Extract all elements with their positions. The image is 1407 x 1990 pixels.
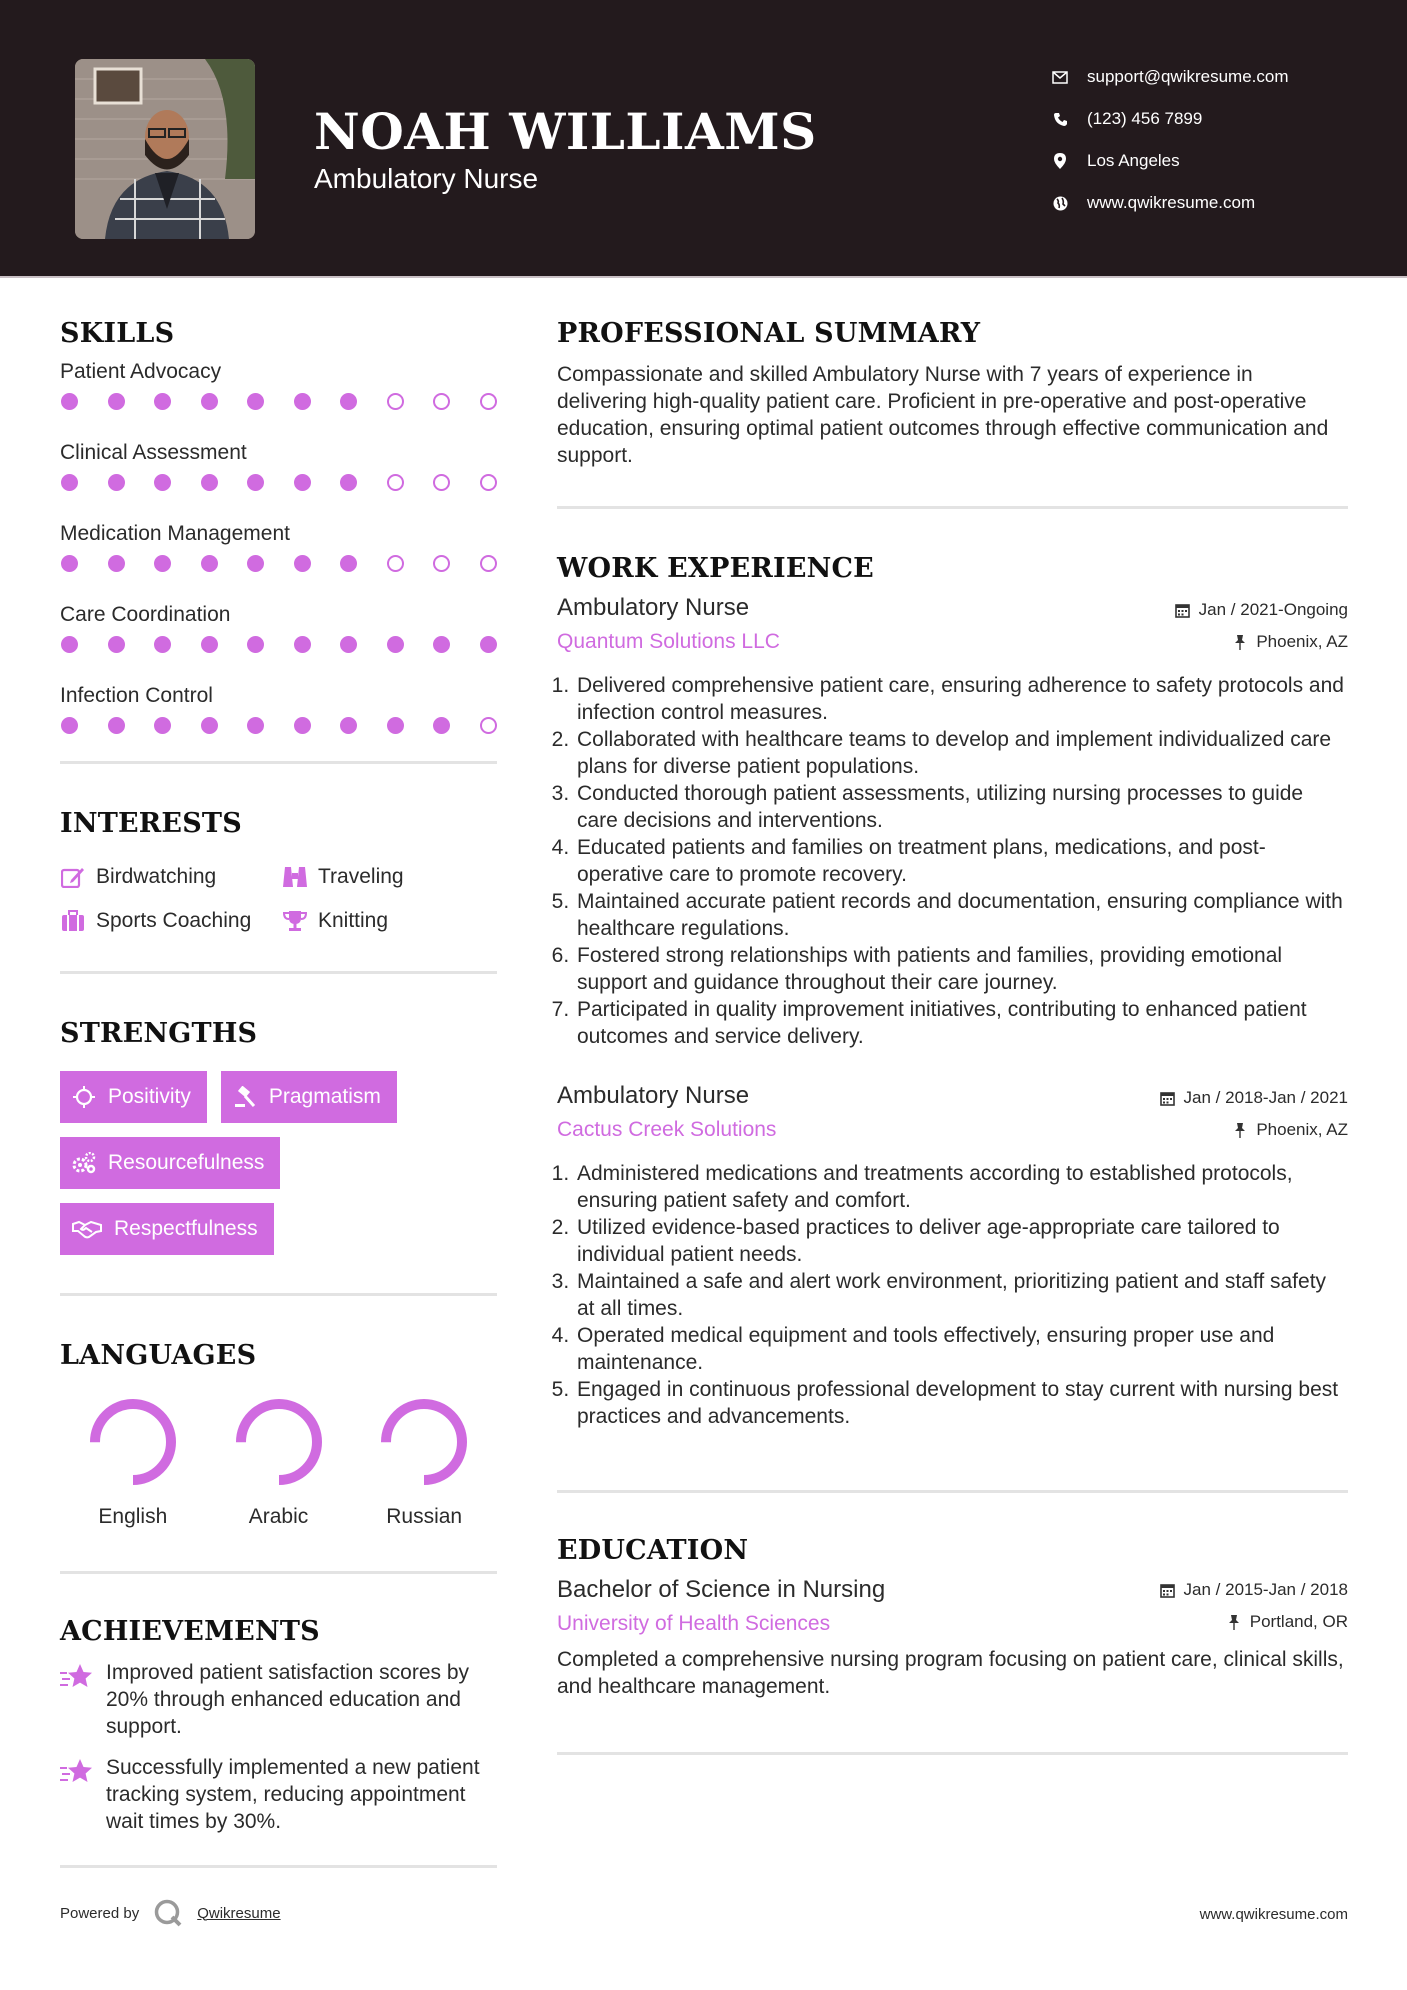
education-heading: EDUCATION: [557, 1535, 749, 1566]
sun-icon: [72, 1085, 96, 1109]
job-entry: [557, 1082, 1348, 1430]
skill-name: Clinical Assessment: [60, 441, 247, 464]
section-divider: [557, 506, 1348, 509]
powered-by-text: Powered by: [60, 1904, 140, 1922]
languages-heading: LANGUAGES: [60, 1340, 257, 1371]
languages-list: [60, 1397, 497, 1529]
achievements-heading: ACHIEVEMENTS: [60, 1616, 320, 1647]
email-text: support@qwikresume.com: [1087, 67, 1289, 86]
right-column: [557, 318, 1348, 1755]
section-divider: [60, 1293, 497, 1296]
pushpin-icon: [1226, 1614, 1242, 1630]
skill-item: [60, 600, 497, 673]
interest-item: [282, 855, 404, 899]
pushpin-icon: [1232, 634, 1248, 650]
calendar-icon: [1175, 602, 1191, 618]
strength-tag: [221, 1071, 397, 1123]
skill-rating: [60, 468, 497, 511]
rating-dot-empty: [480, 717, 497, 734]
rating-dot-filled: [154, 636, 171, 653]
education-entry: [557, 1576, 1348, 1700]
footer-branding: [60, 1898, 281, 1928]
contact-phone[interactable]: [1050, 98, 1289, 140]
language-level-ring: [234, 1397, 324, 1487]
location-text: Portland, OR: [1249, 1612, 1348, 1631]
rating-dot-filled: [154, 555, 171, 572]
gavel-icon: [233, 1085, 257, 1109]
location-text: Phoenix, AZ: [1256, 632, 1348, 651]
qwikresume-logo-icon: [153, 1898, 183, 1928]
skill-name: Patient Advocacy: [60, 360, 222, 383]
experience-heading: WORK EXPERIENCE: [557, 553, 874, 584]
job-dates: [1160, 1088, 1348, 1108]
degree-title: Bachelor of Science in Nursing: [557, 1576, 886, 1603]
calendar-icon: [1160, 1090, 1176, 1106]
footer-website[interactable]: www.qwikresume.com: [1199, 1906, 1348, 1923]
job-location: [1232, 632, 1348, 652]
rating-dot-filled: [61, 555, 78, 572]
website-text: www.qwikresume.com: [1087, 193, 1256, 212]
interest-item: [60, 899, 274, 943]
rating-dot-empty: [480, 555, 497, 572]
achievement-item: [60, 1659, 497, 1740]
qwikresume-link[interactable]: Qwikresume: [197, 1904, 281, 1922]
rating-dot-filled: [247, 393, 264, 410]
rating-dot-empty: [387, 555, 404, 572]
strength-tag: [60, 1071, 207, 1123]
rating-dot-empty: [433, 474, 450, 491]
strength-label: Pragmatism: [268, 1085, 381, 1108]
interests-list: [60, 855, 497, 943]
location-text: Phoenix, AZ: [1256, 1120, 1348, 1139]
envelope-icon: [1050, 67, 1070, 87]
strength-label: Positivity: [108, 1085, 191, 1108]
rating-dot-filled: [201, 474, 218, 491]
duty-item: 2. Collaborated with healthcare teams to develop and implement individualized care plans for diverse patient populations.: [575, 726, 1348, 780]
rating-dot-filled: [294, 636, 311, 653]
pushpin-icon: [1232, 1122, 1248, 1138]
language-name: Arabic: [248, 1505, 309, 1528]
job-title: Ambulatory Nurse: [557, 1082, 750, 1109]
strength-label: Respectfulness: [114, 1217, 258, 1240]
section-divider: [557, 1752, 1348, 1755]
rating-dot-filled: [108, 636, 125, 653]
dates-text: Jan / 2015-Jan / 2018: [1183, 1580, 1348, 1599]
language-name: Russian: [386, 1505, 463, 1528]
rating-dot-filled: [340, 555, 357, 572]
rating-dot-filled: [61, 636, 78, 653]
rating-dot-filled: [247, 474, 264, 491]
education-dates: [1160, 1580, 1348, 1600]
duty-item: 4. Educated patients and families on treatment plans, medications, and post-operative care to promote recovery.: [575, 834, 1348, 888]
rating-dot-filled: [201, 555, 218, 572]
skill-rating: [60, 630, 497, 673]
job-title: Ambulatory Nurse: [557, 594, 750, 621]
left-column: [60, 318, 497, 1868]
skill-name: Medication Management: [60, 522, 290, 545]
phone-text: (123) 456 7899: [1087, 109, 1203, 128]
location-pin-icon: [1050, 151, 1070, 171]
profile-photo: [75, 59, 255, 239]
education-location: [1226, 1612, 1348, 1632]
rating-dot-filled: [340, 393, 357, 410]
rating-dot-filled: [433, 636, 450, 653]
pencil-square-icon: [60, 864, 86, 890]
language-level-ring: [88, 1397, 178, 1487]
rating-dot-empty: [433, 393, 450, 410]
skills-list: [60, 357, 497, 754]
job-header: [557, 1082, 1348, 1142]
duty-item: 3. Maintained a safe and alert work environment, prioritizing patient and staff safety at all times.: [575, 1268, 1348, 1322]
gears-icon: [72, 1151, 96, 1175]
interest-label: Sports Coaching: [96, 909, 252, 932]
section-divider: [60, 761, 497, 764]
rating-dot-filled: [108, 393, 125, 410]
skill-name: Infection Control: [60, 684, 213, 707]
duty-item: 6. Fostered strong relationships with patients and families, providing emotional support and guidance throughout their care journey.: [575, 942, 1348, 996]
skill-rating: [60, 549, 497, 592]
contact-website[interactable]: [1050, 182, 1289, 224]
section-divider: [557, 1490, 1348, 1493]
strengths-list: [60, 1071, 497, 1269]
section-divider: [60, 1571, 497, 1574]
skill-rating: [60, 387, 497, 430]
rating-dot-empty: [480, 474, 497, 491]
achievements-list: [60, 1659, 497, 1835]
rating-dot-empty: [387, 474, 404, 491]
interest-label: Birdwatching: [96, 865, 217, 888]
duty-item: 4. Operated medical equipment and tools effectively, ensuring proper use and maintenance.: [575, 1322, 1348, 1376]
language-level-ring: [379, 1397, 469, 1487]
job-location: [1232, 1120, 1348, 1140]
rating-dot-filled: [201, 636, 218, 653]
rating-dot-empty: [433, 555, 450, 572]
language-item: [60, 1397, 206, 1529]
rating-dot-filled: [387, 717, 404, 734]
strength-tag: [60, 1203, 274, 1255]
duties-list: [557, 672, 1348, 1050]
rating-dot-filled: [247, 636, 264, 653]
rating-dot-filled: [480, 636, 497, 653]
language-level-arc: [241, 1404, 317, 1480]
contact-location: [1050, 140, 1289, 182]
duty-item: 3. Conducted thorough patient assessments, utilizing nursing processes to guide care decisions and interventions.: [575, 780, 1348, 834]
interest-label: Traveling: [318, 865, 404, 888]
rating-dot-filled: [61, 393, 78, 410]
skill-name: Care Coordination: [60, 603, 231, 626]
briefcase-icon: [60, 908, 86, 934]
rating-dot-filled: [433, 717, 450, 734]
calendar-icon: [1160, 1582, 1176, 1598]
rating-dot-filled: [340, 717, 357, 734]
achievement-text: Improved patient satisfaction scores by 20% through enhanced education and support.: [106, 1661, 470, 1738]
rating-dot-filled: [294, 555, 311, 572]
star-icon: [60, 1758, 94, 1786]
rating-dot-filled: [247, 555, 264, 572]
rating-dot-filled: [294, 717, 311, 734]
achievement-text: Successfully implemented a new patient tracking system, reducing appointment wait times by 30%.: [106, 1756, 480, 1833]
resume-header: [0, 0, 1407, 276]
duties-list: [557, 1160, 1348, 1430]
candidate-name: NOAH WILLIAMS: [314, 102, 817, 161]
duty-item: 1. Administered medications and treatments according to established protocols, ensuring patient safety and comfort.: [575, 1160, 1348, 1214]
skill-item: [60, 438, 497, 511]
skill-item: [60, 519, 497, 592]
rating-dot-filled: [294, 393, 311, 410]
binoculars-icon: [282, 864, 308, 890]
rating-dot-filled: [154, 393, 171, 410]
language-level-arc: [386, 1404, 462, 1480]
summary-text: Compassionate and skilled Ambulatory Nurse with 7 years of experience in delivering high-quality patient care. Proficient in pre-operative and post-operative education, ensuring optimal patient outcomes through effective communication and support.: [557, 363, 1329, 467]
rating-dot-filled: [108, 717, 125, 734]
job-dates: [1175, 600, 1348, 620]
duty-item: 5. Maintained accurate patient records and documentation, ensuring compliance with healthcare regulations.: [575, 888, 1348, 942]
education-description: Completed a comprehensive nursing program focusing on patient care, clinical skills, and healthcare management.: [557, 1648, 1344, 1698]
duty-item: 5. Engaged in continuous professional development to stay current with nursing best practices and advancements.: [575, 1376, 1348, 1430]
language-name: English: [98, 1505, 168, 1528]
contact-list: [1050, 56, 1289, 224]
interests-heading: INTERESTS: [60, 808, 242, 839]
rating-dot-filled: [247, 717, 264, 734]
rating-dot-filled: [61, 717, 78, 734]
skill-rating: [60, 711, 497, 754]
language-item: [206, 1397, 352, 1529]
duty-item: 1. Delivered comprehensive patient care, ensuring adherence to safety protocols and infection control measures.: [575, 672, 1348, 726]
skill-item: [60, 357, 497, 430]
rating-dot-filled: [201, 717, 218, 734]
interest-item: [60, 855, 274, 899]
interest-label: Knitting: [318, 909, 389, 932]
strength-label: Resourcefulness: [108, 1151, 265, 1174]
section-divider: [60, 1865, 497, 1868]
rating-dot-filled: [340, 636, 357, 653]
rating-dot-filled: [154, 474, 171, 491]
handshake-icon: [72, 1217, 102, 1241]
dates-text: Jan / 2021-Ongoing: [1198, 600, 1348, 619]
duty-item: 7. Participated in quality improvement initiatives, contributing to enhanced patient outcomes and service delivery.: [575, 996, 1348, 1050]
rating-dot-empty: [387, 393, 404, 410]
achievement-item: [60, 1754, 497, 1835]
rating-dot-filled: [154, 717, 171, 734]
language-item: [351, 1397, 497, 1529]
duty-item: 2. Utilized evidence-based practices to deliver age-appropriate care tailored to individual patient needs.: [575, 1214, 1348, 1268]
rating-dot-filled: [108, 474, 125, 491]
star-icon: [60, 1663, 94, 1691]
rating-dot-filled: [61, 474, 78, 491]
candidate-title: Ambulatory Nurse: [314, 163, 539, 194]
rating-dot-filled: [340, 474, 357, 491]
globe-icon: [1050, 193, 1070, 213]
dates-text: Jan / 2018-Jan / 2021: [1183, 1088, 1348, 1107]
language-level-arc: [95, 1404, 171, 1480]
rating-dot-filled: [201, 393, 218, 410]
rating-dot-empty: [480, 393, 497, 410]
skills-heading: SKILLS: [60, 318, 175, 349]
skill-item: [60, 681, 497, 754]
summary-heading: PROFESSIONAL SUMMARY: [557, 318, 981, 349]
job-entry: [557, 594, 1348, 1050]
company-name: Quantum Solutions LLC: [557, 630, 780, 653]
interest-item: [282, 899, 388, 943]
school-name: University of Health Sciences: [557, 1612, 831, 1635]
rating-dot-filled: [294, 474, 311, 491]
company-name: Cactus Creek Solutions: [557, 1118, 777, 1141]
contact-email[interactable]: [1050, 56, 1289, 98]
job-header: [557, 594, 1348, 654]
phone-icon: [1050, 109, 1070, 129]
section-divider: [60, 971, 497, 974]
trophy-icon: [282, 908, 308, 934]
location-text: Los Angeles: [1087, 151, 1180, 170]
rating-dot-filled: [108, 555, 125, 572]
strengths-heading: STRENGTHS: [60, 1018, 258, 1049]
strength-tag: [60, 1137, 280, 1189]
rating-dot-filled: [387, 636, 404, 653]
education-header: [557, 1576, 1348, 1636]
